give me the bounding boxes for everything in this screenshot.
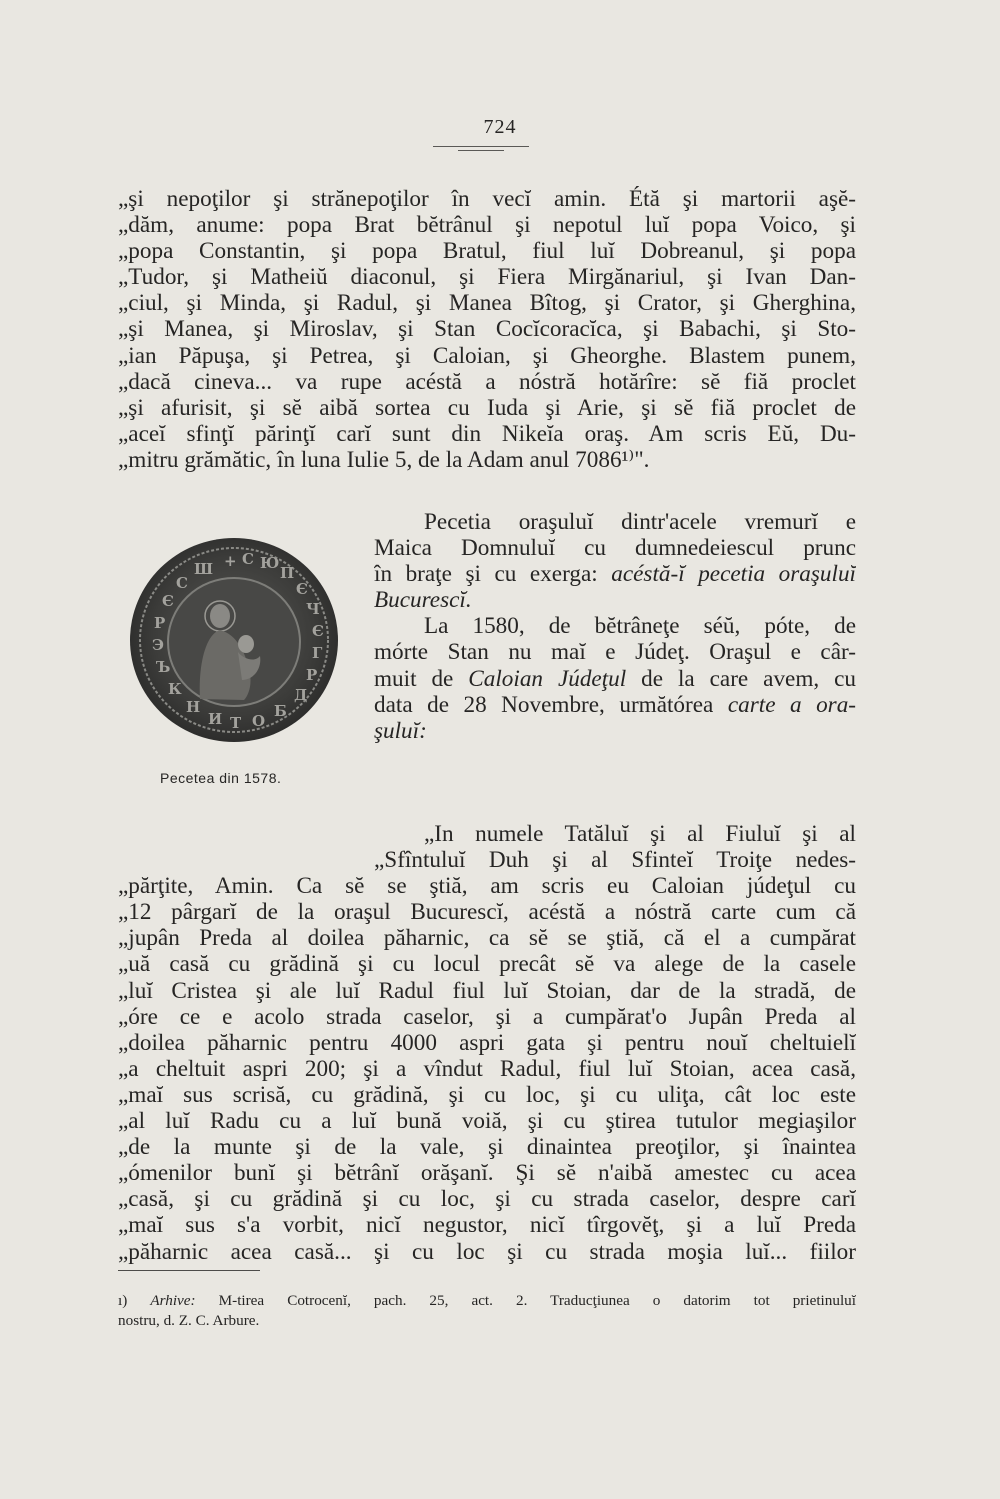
footnote-line [118, 1291, 856, 1311]
text-line: „jupân Preda al doilea păharnic, ca sĕ se ştiă, că el a cumpărat [118, 925, 856, 952]
text-line: „popa Constantin, şi popa Bratul, fiul luĭ Dobreanul, şi popa [118, 238, 856, 265]
svg-text:Н: Н [186, 698, 201, 716]
text-line: „maĭ sus scrisă, cu grădină, şi cu loc, şi cu uliţa, cât loc este [118, 1081, 856, 1108]
text-run: în braţe şi cu exerga: [374, 561, 612, 588]
text-line: „părţite, Amin. Ca sĕ se ştiă, am scris eu Caloian júdeţul cu [118, 873, 856, 900]
charter-text-top [118, 186, 856, 473]
svg-text:Э: Э [152, 636, 164, 654]
text-line: „ciul, şi Minda, şi Radul, şi Manea Bîtog, şi Crator, şi Gherghina, [118, 290, 856, 317]
text-line: „Tudor, şi Matheiŭ diaconul, şi Fiera Mirgănariul, şi Ivan Dan- [118, 264, 856, 291]
text-line: „12 pârgarĭ de la oraşul Bucurescĭ, acéstă a nóstră carte cum că [118, 899, 856, 926]
text-line: „doilea păharnic pentru 4000 aspri gata şi pentru nouĭ cheltuielĭ [118, 1029, 856, 1056]
text-line: „şi Manea, şi Miroslav, şi Stan Cocĭcoracĭca, şi Babachi, şi Sto- [118, 316, 856, 343]
seal-legend-italic: Bucurescĭ. [374, 587, 472, 614]
text-line [374, 692, 856, 718]
text-line: „de la munte şi de la vale, şi dinaintea preoţilor, şi înaintea [118, 1134, 856, 1161]
text-run: M-tirea Cotrocenĭ, pach. 25, act. 2. Traducţiunea o datorim tot prietinuluĭ [195, 1292, 856, 1309]
text-line: La 1580, de bĕtrâneţe séŭ, póte, de [424, 613, 856, 640]
footnote-line: nostru, d. Z. C. Arbure. [118, 1312, 260, 1329]
svg-text:К: К [168, 680, 182, 698]
svg-text:Б: Б [274, 702, 287, 720]
text-line: „óre ce e acolo strada caselor, şi a cumpărat'o Jupân Preda al [118, 1003, 856, 1030]
svg-text:Д: Д [294, 686, 308, 704]
footnote-source: Arhive: [150, 1292, 196, 1309]
text-line: „uă casă cu grădină şi cu locul precât sĕ va alege de la casele [118, 951, 856, 978]
svg-text:Ч: Ч [306, 600, 320, 618]
svg-text:И: И [208, 710, 223, 728]
text-line: Maica Domnuluĭ cu dumnedeiescul prunc [374, 535, 856, 562]
text-line: „Sfîntuluĭ Duh şi al Sfinteĭ Troiţe nedes- [374, 847, 856, 874]
footnote-marker: ı) [118, 1292, 151, 1309]
svg-text:Г: Г [312, 644, 323, 662]
svg-text:Ю: Ю [260, 554, 280, 572]
text-line: Pecetia oraşuluĭ dintr'acele vremurĭ e [424, 509, 856, 535]
text-line: „şi afurisit, şi sĕ aibă sortea cu Iuda şi Arie, şi sĕ fiă proclet de [118, 394, 856, 421]
seal-caption: Pecetea din 1578. [160, 770, 282, 786]
text-run: muit de [374, 665, 469, 692]
text-line: „In numele Tatăluĭ şi al Fiuluĭ şi al [424, 821, 856, 847]
text-line: „dacă cineva... va rupe acéstă a nóstră hotărîre: sĕ fiă proclet [118, 368, 856, 395]
text-line: „mitru grămătic, în luna Iulie 5, de la Adam anul 7086¹⁾". [118, 446, 650, 473]
text-line: „ómenilor bunĭ şi bĕtrânĭ orăşanĭ. Şi sĕ n'aibă amestec cu acea [118, 1160, 856, 1187]
seal-legend-italic: acéstă-ĭ pecetia oraşuluĭ [611, 561, 856, 588]
svg-text:Р: Р [154, 614, 166, 632]
text-line: „luĭ Cristea şi ale luĭ Radul fiul luĭ Stoian, dar de la stradă, de [118, 977, 856, 1004]
text-line: „ian Păpuşa, şi Petrea, şi Caloian, şi Gheorghe. Blastem punem, [118, 342, 856, 369]
text-line [374, 561, 856, 587]
text-line [374, 587, 856, 613]
text-line: „păharnic acea casă... şi cu loc şi cu strada moşia luĭ... fiilor [118, 1238, 856, 1265]
title-italic: carte a ora- [727, 691, 856, 718]
svg-text:Ъ: Ъ [156, 658, 171, 676]
svg-text:Р: Р [306, 666, 318, 684]
svg-text:С: С [176, 574, 188, 592]
text-line: „al luĭ Radu cu a luĭ bună voiă, şi cu ştirea tutulor megiaşilor [118, 1108, 856, 1135]
footnote-rule [118, 1270, 260, 1271]
svg-text:Є: Є [162, 592, 174, 610]
text-line: „şi nepoţilor şi strănepoţilor în vecĭ amin. Étă şi martorii aşĕ- [118, 186, 856, 212]
text-line [374, 666, 856, 692]
svg-text:Т: Т [230, 714, 242, 732]
page-number: 724 [483, 116, 517, 138]
svg-text:Є: Є [312, 622, 324, 640]
text-line: „casă, şi cu grădină şi cu loc, şi cu strada caselor, despre carĭ [118, 1186, 856, 1213]
svg-text:C: C [242, 550, 254, 568]
text-line: „dăm, anume: popa Brat bĕtrânul şi nepotul luĭ popa Voico, şi [118, 212, 856, 239]
svg-text:Ш: Ш [194, 560, 214, 578]
svg-text:О: О [252, 712, 266, 730]
text-line: „maĭ sus s'a vorbit, nicĭ negustor, nicĭ tîrgovĕţ, şi a luĭ Preda [118, 1212, 856, 1239]
text-line: „aceĭ sfinţĭ părinţĭ carĭ sunt din Nikeĭa oraş. Am scris Eŭ, Du- [118, 420, 856, 447]
charter-text-bottom [118, 821, 856, 1265]
title-italic: şuluĭ: [374, 717, 427, 744]
city-seal-image [128, 534, 340, 746]
text-line: mórte Stan nu maĭ e Júdeţ. Oraşul e câr- [374, 639, 856, 666]
text-line: „a cheltuit aspri 200; şi a vîndut Radul, fiul luĭ Stoian, acea casă, [118, 1055, 856, 1082]
name-italic: Caloian Júdeţul [468, 665, 627, 692]
page-number-rule [433, 146, 529, 147]
svg-text:П: П [280, 564, 295, 582]
text-run: data de 28 Novembre, următórea [374, 691, 728, 718]
svg-text:+: + [224, 552, 237, 570]
text-line [374, 718, 856, 744]
page-number-rule-short [458, 150, 504, 151]
seal-description [374, 509, 856, 744]
footnote [118, 1291, 856, 1331]
svg-text:Є: Є [296, 580, 308, 598]
text-run: de la care avem, cu [626, 665, 856, 692]
